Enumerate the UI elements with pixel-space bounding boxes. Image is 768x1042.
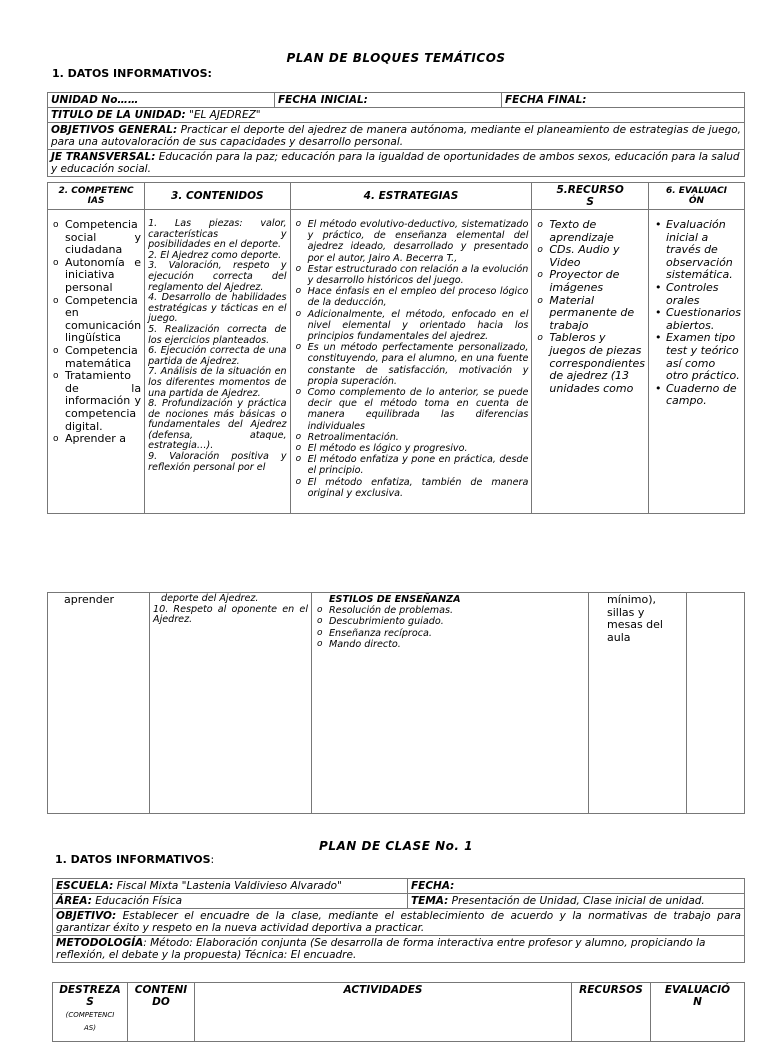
estrategia-item: o Estar estructurado con relación a la evolución y desarrollo históricos del juego. [308,264,529,286]
contenidos-list [148,219,286,473]
recurso-item: o Material permanente de trabajo [549,295,645,333]
competencia-item: o Competencia en comunicación lingüística [65,295,141,345]
competencias-list [51,219,141,446]
evaluacion-item: • Controles orales [666,282,741,307]
fecha-label: FECHA: [408,879,745,894]
evaluacion-item: • Cuestionarios abiertos. [666,307,741,332]
competencia-item: o Competencia social y ciudadana [65,219,141,257]
header-contenidos: 3. CONTENIDOS [145,183,290,210]
evaluacion-cont [687,593,745,814]
estrategia-item: o Es un método perfectamente personalizado, constituyendo, para el alumno, en una fuente constante de satisfacción, motivación y propia superación. [308,342,529,387]
eje-transversal-row: JE TRANSVERSAL: Educación para la paz; educación para la igualdad de oportunidades de ambos sexos, educación para la salud y educación social. [48,150,745,177]
unidad-label: UNIDAD No…… [48,93,275,108]
estilos-list [315,605,585,650]
contenidos-cont: deporte del Ajedrez. 10. Respeto al oponente en el Ajedrez. [150,593,312,814]
objetivos-row: OBJETIVOS GENERAL: Practicar el deporte del ajedrez de manera autónoma, mediante el planeamiento de estrategias de juego, para una autovaloración de sus capacidades y desarrollo personal. [48,123,745,150]
header-destrezas: DESTREZA S (COMPETENCI AS) [53,983,128,1042]
metodologia-row: METODOLOGÍA: Método: Elaboración conjunta (Se desarrolla de forma interactiva entre profesor y alumno, propiciando la reflexión, el debate y la propuesta) Técnica: El encuadre. [53,936,745,963]
header-evaluacion: 6. EVALUACI ÓN [648,183,744,210]
competencia-item: o Competencia matemática [65,345,141,370]
contenidos-cell [145,210,290,514]
section-heading: 1. DATOS INFORMATIVOS: [52,67,212,80]
contenido-item: 7. Análisis de la situación en los diferentes momentos de una partida de Ajedrez. [148,366,287,399]
header-actividades: ACTIVIDADES [195,983,572,1042]
contenido-item: 4. Desarrollo de habilidades estratégicas y tácticas en el juego. [148,292,287,325]
contenido-item: 2. El Ajedrez como deporte. [148,249,282,261]
tema-row: TEMA: Presentación de Unidad, Clase inicial de unidad. [408,894,745,909]
competencia-item: o Aprender a [65,433,141,446]
estilos-title: ESTILOS DE ENSEÑANZA [329,594,461,605]
contenido-item: 6. Ejecución correcta de una partida de Ajedrez. [148,345,287,367]
competencias-cont: aprender [48,593,150,814]
estilo-item: o Resolución de problemas. [329,605,585,616]
contenido-item: 1. Las piezas: valor, características y posibilidades en el deporte. [148,218,287,251]
estilo-item: o Enseñanza recíproca. [329,628,585,639]
header-estrategias: 4. ESTRATEGIAS [290,183,532,210]
header-recursos-clase: RECURSOS [572,983,651,1042]
recursos-list [535,219,645,395]
recurso-item: o Tableros y juegos de piezas correspondientes de ajedrez (13 unidades como [549,332,645,395]
page-title: PLAN DE BLOQUES TEMÁTICOS [286,51,506,65]
evaluacion-cell [648,210,744,514]
estrategia-item: o El método es lógico y progresivo. [308,443,529,454]
header-recursos: 5.RECURSO S [532,183,649,210]
area-row: ÁREA: Educación Física [53,894,408,909]
estilos-cell [312,593,589,814]
evaluacion-item: • Evaluación inicial a través de observación sistemática. [666,219,741,282]
evaluacion-list [652,219,741,408]
plan-clase-title: PLAN DE CLASE No. 1 [319,839,473,853]
header-evaluacion-clase: EVALUACIÓ N [651,983,745,1042]
fecha-inicial-label: FECHA INICIAL: [275,93,502,108]
estrategia-item: o El método evolutivo-deductivo, sistematizado y práctico, de enseñanza elemental del ajedrez ideado, desarrollado y presentado por el autor, Jairo A. Becerra T., [308,219,529,264]
escuela-row: ESCUELA: Fiscal Mixta "Lastenia Valdivieso Alvarado" [53,879,408,894]
estilo-item: o Mando directo. [329,639,585,650]
plan-clase-activities-table [52,982,745,1042]
estrategia-item: o El método enfatiza y pone en práctica, desde el principio. [308,454,529,476]
contenido-item: 3. Valoración, respeto y ejecución correcta del reglamento del Ajedrez. [148,260,287,293]
estrategia-item: o El método enfatiza, también de manera original y exclusiva. [308,477,529,499]
plan-clase-info-table [52,878,745,963]
recursos-cont: mínimo), sillas y mesas del aula [589,593,687,814]
competencia-item: o Autonomía e iniciativa personal [65,257,141,295]
fecha-final-label: FECHA FINAL: [502,93,745,108]
recurso-item: o Proyector de imágenes [549,269,645,294]
recurso-item: o Texto de aprendizaje [549,219,645,244]
objetivo-row: OBJETIVO: Establecer el encuadre de la clase, mediante el establecimiento de acuerdo y la normativas de trabajo para garantizar éxito y respeto en la nueva actividad deportiva a practicar. [53,909,745,936]
estrategias-list [294,219,529,499]
contenido-item: 9. Valoración positiva y reflexión personal por el [148,451,287,473]
plan-clase-section: 1. DATOS INFORMATIVOS: [55,853,215,866]
estrategia-item: o Hace énfasis en el empleo del proceso lógico de la deducción, [308,286,529,308]
evaluacion-item: • Cuaderno de campo. [666,383,741,408]
estrategia-item: o Adicionalmente, el método, enfocado en el nivel elemental y orientado hacia los principios fundamentales del ajedrez. [308,309,529,343]
contenido-item: 5. Realización correcta de los ejercicios planteados. [148,323,287,346]
titulo-row: TITULO DE LA UNIDAD: "EL AJEDREZ" [48,108,745,123]
evaluacion-item: • Examen tipo test y teórico así como otro práctico. [666,332,741,382]
bloques-table-continuation [47,592,745,814]
datos-informativos-table [47,92,745,177]
estrategia-item: o Retroalimentación. [308,432,529,443]
header-contenido: CONTENI DO [128,983,195,1042]
competencia-item: o Tratamiento de la información y competencia digital. [65,370,141,433]
competencias-cell [48,210,145,514]
recursos-cell [532,210,649,514]
estrategia-item: o Como complemento de lo anterior, se puede decir que el método toma en cuenta de manera equilibrada las diferencias individuales [308,387,529,432]
recurso-item: o CDs. Audio y Video [549,244,645,269]
estrategias-cell [290,210,532,514]
bloques-table [47,182,745,514]
header-competencias: 2. COMPETENC IAS [48,183,145,210]
estilo-item: o Descubrimiento guiado. [329,616,585,627]
contenido-item: 8. Profundización y práctica de nociones más básicas o fundamentales del Ajedrez (defensa, ataque, estrategia…). [148,398,287,452]
